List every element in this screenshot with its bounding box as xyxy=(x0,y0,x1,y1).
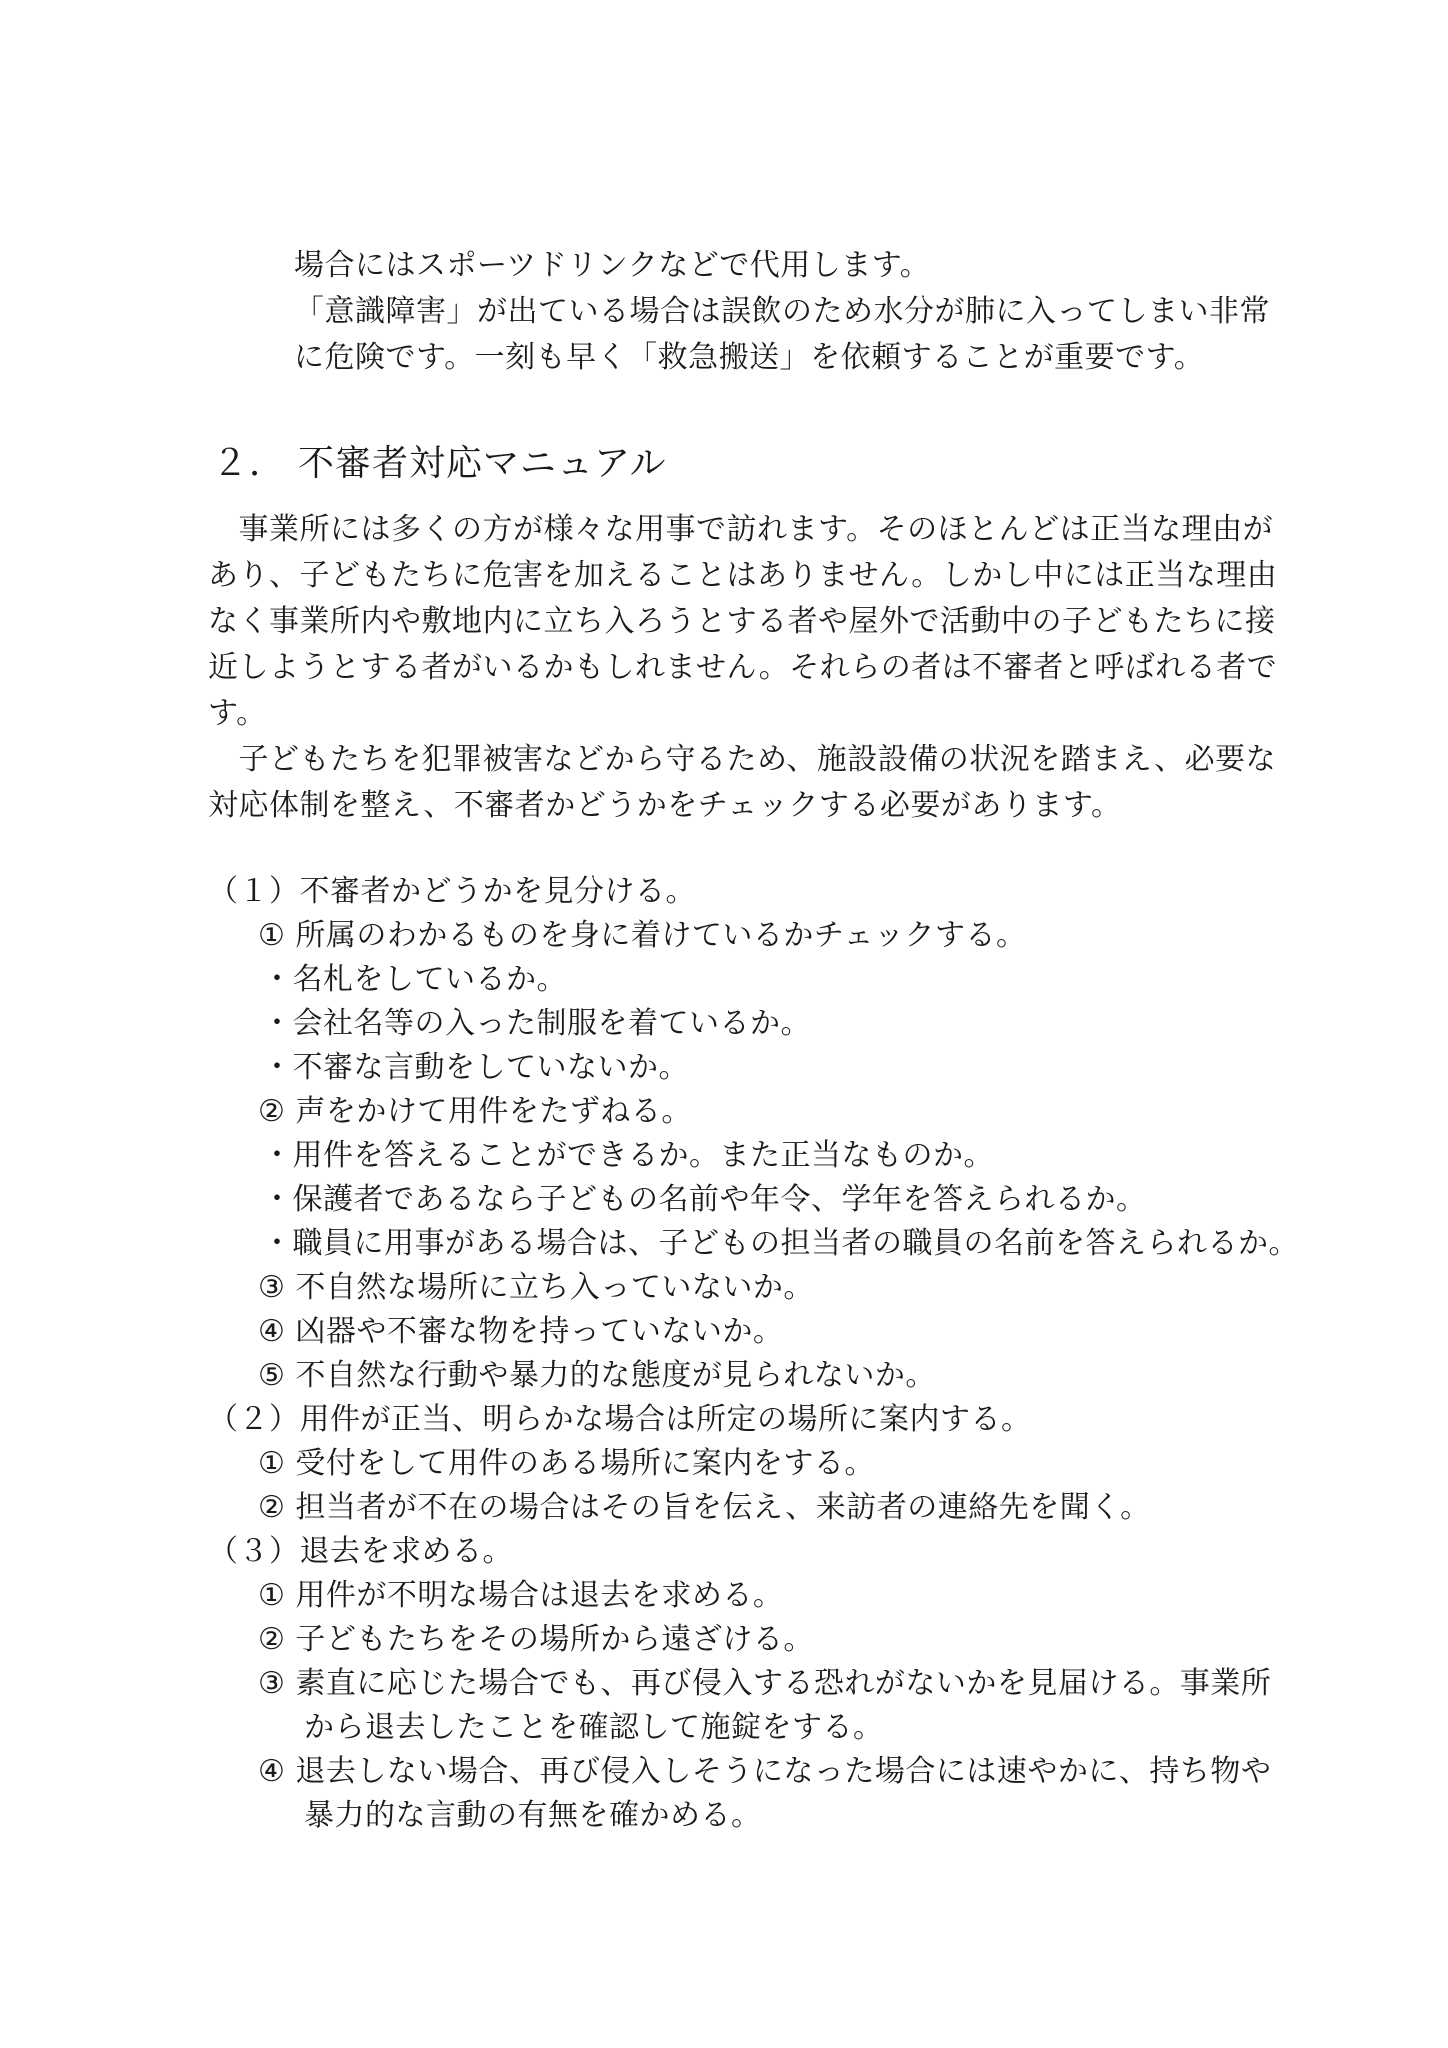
list-item: ① 受付をして用件のある場所に案内をする。 xyxy=(258,1446,875,1481)
list-item: ② 子どもたちをその場所から遠ざける。 xyxy=(258,1622,814,1657)
list-heading: （２）用件が正当、明らかな場合は所定の場所に案内する。 xyxy=(208,1402,1032,1437)
list-item-continuation: 暴力的な言動の有無を確かめる。 xyxy=(304,1798,762,1833)
paragraph-line: なく事業所内や敷地内に立ち入ろうとする者や屋外で活動中の子どもたちに接 xyxy=(208,604,1276,639)
list-item: ③ 不自然な場所に立ち入っていないか。 xyxy=(258,1270,814,1305)
paragraph-line: 近しようとする者がいるかもしれません。それらの者は不審者と呼ばれる者で xyxy=(208,650,1278,685)
list-heading: （３）退去を求める。 xyxy=(208,1534,513,1569)
list-item: ① 所属のわかるものを身に着けているかチェックする。 xyxy=(258,918,1027,953)
intro-line: に危険です。一刻も早く「救急搬送」を依頼することが重要です。 xyxy=(294,340,1205,375)
list-heading: （１）不審者かどうかを見分ける。 xyxy=(208,874,696,909)
paragraph-line: 子どもたちを犯罪被害などから守るため、施設設備の状況を踏まえ、必要な xyxy=(208,742,1277,777)
bullet-item: ・会社名等の入った制服を着ているか。 xyxy=(262,1006,811,1041)
bullet-item: ・用件を答えることができるか。また正当なものか。 xyxy=(262,1138,994,1173)
list-item: ⑤ 不自然な行動や暴力的な態度が見られないか。 xyxy=(258,1358,936,1393)
paragraph-line: あり、子どもたちに危害を加えることはありません。しかし中には正当な理由 xyxy=(208,558,1278,593)
list-item-continuation: から退去したことを確認して施錠をする。 xyxy=(304,1710,884,1745)
list-item: ④ 退去しない場合、再び侵入しそうになった場合には速やかに、持ち物や xyxy=(258,1754,1272,1789)
bullet-item: ・不審な言動をしていないか。 xyxy=(262,1050,689,1085)
intro-line: 「意識障害」が出ている場合は誤飲のため水分が肺に入ってしまい非常 xyxy=(294,294,1270,329)
intro-line: 場合にはスポーツドリンクなどで代用します。 xyxy=(294,248,931,283)
list-item: ② 声をかけて用件をたずねる。 xyxy=(258,1094,692,1129)
paragraph-line: 対応体制を整え、不審者かどうかをチェックする必要があります。 xyxy=(208,788,1122,823)
section-heading xyxy=(212,440,667,488)
bullet-item: ・職員に用事がある場合は、子どもの担当者の職員の名前を答えられるか。 xyxy=(262,1226,1299,1261)
section-title: 不審者対応マニュアル xyxy=(298,443,667,484)
list-item: ③ 素直に応じた場合でも、再び侵入する恐れがないかを見届ける。事業所 xyxy=(258,1666,1272,1701)
paragraph-line: 事業所には多くの方が様々な用事で訪れます。そのほとんどは正当な理由が xyxy=(208,512,1274,547)
paragraph-line: す。 xyxy=(208,696,267,731)
list-item: ② 担当者が不在の場合はその旨を伝え、来訪者の連絡先を聞く。 xyxy=(258,1490,1151,1525)
list-item: ① 用件が不明な場合は退去を求める。 xyxy=(258,1578,784,1613)
bullet-item: ・名札をしているか。 xyxy=(262,962,567,997)
section-number: ２． xyxy=(212,443,287,484)
bullet-item: ・保護者であるなら子どもの名前や年令、学年を答えられるか。 xyxy=(262,1182,1147,1217)
list-item: ④ 凶器や不審な物を持っていないか。 xyxy=(258,1314,784,1349)
